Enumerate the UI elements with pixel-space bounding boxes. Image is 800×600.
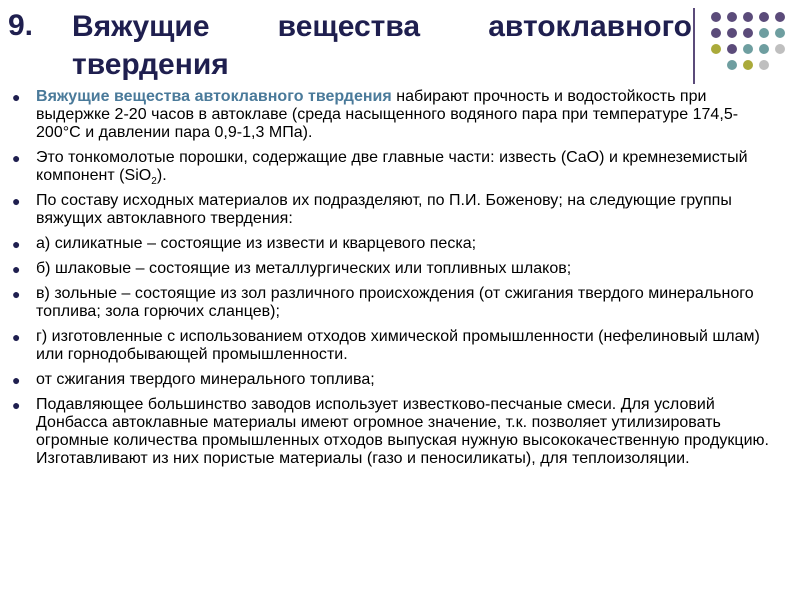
list-item <box>12 328 772 364</box>
slide-number: 9. <box>8 9 34 42</box>
bullet-icon: ● <box>12 89 21 105</box>
item-text: Подавляющее большинство заводов использует известково-песчаные смеси. Для условий Донбасса автоклавные материалы имеют огромное значение, т.к. позволяет утилизировать огромные количества промышленных отходов выпуская нужную высококачественную продукцию. Изготавливают из них пористые материалы (газо и пеносиликаты), для теплоизоляции. <box>36 396 770 467</box>
decor-dot <box>743 60 753 70</box>
bullet-list <box>12 88 772 475</box>
title-divider-line <box>693 8 695 84</box>
list-item <box>12 396 772 468</box>
subscript: 2 <box>151 176 157 188</box>
item-text: г) изготовленные с использованием отходов химической промышленности (нефелиновый шлам) или горнодобывающей промышленности. <box>36 328 760 363</box>
bullet-icon: ● <box>12 372 21 388</box>
list-item <box>12 260 772 278</box>
list-item <box>12 371 772 389</box>
bullet-icon: ● <box>12 329 21 345</box>
highlighted-term: Вяжущие вещества автоклавного твердения <box>36 88 392 105</box>
list-item <box>12 88 772 142</box>
list-item <box>12 149 772 188</box>
decor-dot <box>759 28 769 38</box>
list-item <box>12 192 772 228</box>
decor-dot <box>711 28 721 38</box>
decor-dot <box>727 44 737 54</box>
item-text-end: ). <box>156 167 167 184</box>
decor-dot <box>727 12 737 22</box>
decor-dot <box>759 44 769 54</box>
item-text: а) силикатные – состоящие из извести и кварцевого песка; <box>36 235 477 252</box>
decor-dot <box>711 44 721 54</box>
decor-dot <box>743 28 753 38</box>
decor-dot <box>759 12 769 22</box>
decor-dot <box>727 60 737 70</box>
item-text: в) зольные – состоящие из зол различного происхождения (от сжигания твердого минерального топлива; зола горючих сланцев); <box>36 285 754 320</box>
bullet-icon: ● <box>12 397 21 413</box>
slide-title: Вяжущие вещества автоклавного твердения <box>72 10 692 81</box>
decor-dot <box>775 12 785 22</box>
decor-dot <box>775 44 785 54</box>
decor-dot <box>711 12 721 22</box>
item-text: Это тонкомолотые порошки, содержащие две главные части: известь (CaO) и кремнеземистый компонент (SiO <box>36 149 748 184</box>
item-text: б) шлаковые – состоящие из металлургических или топливных шлаков; <box>36 260 572 277</box>
bullet-icon: ● <box>12 261 21 277</box>
decor-dot <box>743 12 753 22</box>
decor-dot <box>775 28 785 38</box>
list-item <box>12 285 772 321</box>
bullet-icon: ● <box>12 150 21 166</box>
bullet-icon: ● <box>12 193 21 209</box>
decor-dot <box>743 44 753 54</box>
decor-dot <box>727 28 737 38</box>
item-text: набирают прочность и водостойкость при выдержке 2-20 часов в автоклаве (среда насыщенного водяного пара при температуре 174,5-200°С и давлении пара 0,9-1,3 МПа). <box>36 88 739 141</box>
item-text: от сжигания твердого минерального топлива; <box>36 371 375 388</box>
item-text: По составу исходных материалов их подразделяют, по П.И. Боженову; на следующие группы вяжущих автоклавного твердения: <box>36 192 732 227</box>
bullet-icon: ● <box>12 236 21 252</box>
bullet-icon: ● <box>12 286 21 302</box>
decor-dot <box>759 60 769 70</box>
list-item <box>12 235 772 253</box>
